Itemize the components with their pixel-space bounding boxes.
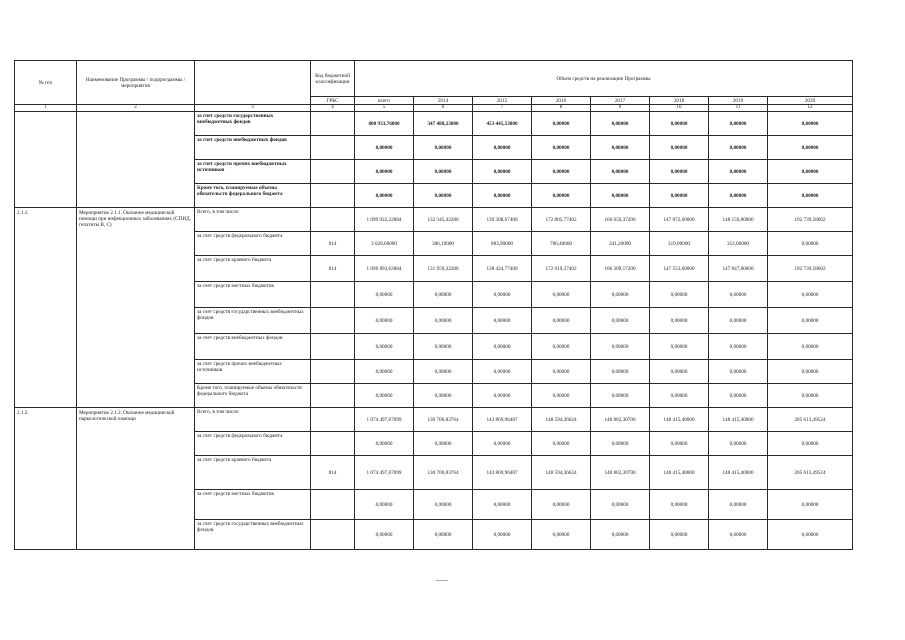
grbs-code [311, 384, 355, 408]
value-year: 0,00000 [768, 384, 853, 408]
value-year: 132 345,42280 [414, 208, 473, 232]
grbs-code [311, 184, 355, 208]
funding-source: за счет средств государственных внебюджетных фондов [195, 308, 311, 334]
value-year: 0,00000 [532, 136, 591, 160]
value-year: 0,00000 [709, 334, 768, 360]
grbs-code: 814 [311, 456, 355, 490]
value-year: 0,00000 [650, 282, 709, 308]
value-total: 0,00000 [355, 490, 414, 520]
grbs-code: 814 [311, 256, 355, 282]
value-year: 0,00000 [709, 160, 768, 184]
value-year: 148 159,80000 [709, 208, 768, 232]
value-year: 319,00000 [650, 232, 709, 256]
value-year: 205 613,49524 [768, 456, 853, 490]
value-year: 0,00000 [709, 184, 768, 208]
value-year: 0,00000 [591, 160, 650, 184]
header-classif: Код бюджетной классификации [311, 61, 355, 97]
value-year: 0,00000 [709, 360, 768, 384]
value-year: 0,00000 [473, 384, 532, 408]
value-year: 0,00000 [768, 282, 853, 308]
value-year: 0,00000 [709, 112, 768, 136]
funding-source: за счет средств прочих внебюджетных источников [195, 160, 311, 184]
value-year: 0,00000 [650, 334, 709, 360]
value-year: 192 739,58602 [768, 256, 853, 282]
value-year: 386,10000 [414, 232, 473, 256]
value-year: 148 594,36624 [532, 456, 591, 490]
value-year: 0,00000 [414, 136, 473, 160]
value-year: 172 019,37402 [532, 256, 591, 282]
value-year: 0,00000 [591, 334, 650, 360]
header-year: 2019 [709, 97, 768, 105]
column-number: 5 [355, 105, 414, 112]
column-number: 2 [77, 105, 195, 112]
budget-table-sheet [14, 60, 852, 550]
value-year: 312,00000 [709, 232, 768, 256]
value-year: 0,00000 [650, 490, 709, 520]
funding-source: за счет средств местных бюджетов [195, 282, 311, 308]
value-year: 147 553,60000 [650, 256, 709, 282]
value-total: 0,00000 [355, 432, 414, 456]
grbs-code [311, 112, 355, 136]
value-year: 0,00000 [768, 432, 853, 456]
grbs-code [311, 520, 355, 550]
value-year: 0,00000 [473, 520, 532, 550]
funding-source: за счет средств прочих внебюджетных источников [195, 360, 311, 384]
value-year: 0,00000 [768, 334, 853, 360]
value-year: 347 488,23000 [414, 112, 473, 136]
value-total: 1 099 922,22884 [355, 208, 414, 232]
value-year: 0,00000 [650, 432, 709, 456]
value-year: 0,00000 [591, 520, 650, 550]
funding-source: Всего, в том числе: [195, 408, 311, 432]
value-year: 786,40000 [532, 232, 591, 256]
value-year: 0,00000 [768, 360, 853, 384]
value-year: 0,00000 [473, 490, 532, 520]
value-year: 0,00000 [473, 334, 532, 360]
value-year: 148 415,40000 [709, 408, 768, 432]
funding-source: за счет средств внебюджетных фондов [195, 136, 311, 160]
grbs-code [311, 136, 355, 160]
value-total: 0,00000 [355, 334, 414, 360]
page-footer-mark [436, 580, 448, 581]
value-year: 0,00000 [591, 184, 650, 208]
value-year: 0,00000 [473, 360, 532, 384]
value-total: 0,00000 [355, 160, 414, 184]
value-year: 0,00000 [473, 308, 532, 334]
row-number [15, 112, 77, 208]
value-year: 0,00000 [768, 308, 853, 334]
header-year: 2016 [532, 97, 591, 105]
column-numbers-row [15, 105, 853, 112]
value-year: 0,00000 [709, 490, 768, 520]
value-year: 0,00000 [650, 308, 709, 334]
value-year: 0,00000 [650, 184, 709, 208]
value-year: 0,00000 [650, 112, 709, 136]
value-year: 0,00000 [532, 432, 591, 456]
value-total: 0,00000 [355, 136, 414, 160]
activity-name: Мероприятие 2.1.1. Оказание медицинской помощи при инфекционных заболеваниях (СПИД, гепатиты В, С) [77, 208, 195, 408]
value-year: 0,00000 [532, 490, 591, 520]
value-year: 341,20000 [591, 232, 650, 256]
value-year: 0,00000 [768, 184, 853, 208]
value-year: 0,00000 [532, 308, 591, 334]
value-year: 148 415,40000 [709, 456, 768, 490]
value-year: 148 594,36624 [532, 408, 591, 432]
table-row [15, 208, 853, 232]
value-total: 0,00000 [355, 384, 414, 408]
table-body [15, 61, 853, 550]
column-number: 6 [414, 105, 473, 112]
value-year: 0,00000 [709, 136, 768, 160]
grbs-code [311, 208, 355, 232]
value-year: 148 415,40000 [650, 408, 709, 432]
value-total: 0,00000 [355, 308, 414, 334]
value-year: 0,00000 [768, 232, 853, 256]
value-year: 0,00000 [532, 160, 591, 184]
funding-source: за счет средств федерального бюджета [195, 232, 311, 256]
value-year: 0,00000 [414, 282, 473, 308]
value-total: 1 074 497,67099 [355, 456, 414, 490]
grbs-code [311, 360, 355, 384]
value-year: 138 424,77400 [473, 256, 532, 282]
grbs-code [311, 408, 355, 432]
header-year: 2014 [414, 97, 473, 105]
budget-table [14, 60, 853, 550]
value-year: 143 869,96487 [473, 456, 532, 490]
grbs-code: 814 [311, 232, 355, 256]
column-number: 1 [15, 105, 77, 112]
funding-source: за счет средств государственных внебюджетных фондов [195, 520, 311, 550]
value-year: 0,00000 [414, 384, 473, 408]
funding-source: Кроме того, планируемые объемы обязательств федерального бюджета [195, 384, 311, 408]
funding-source: Кроме того, планируемые объемы обязательств федерального бюджета [195, 184, 311, 208]
column-number: 8 [532, 105, 591, 112]
value-year: 0,00000 [591, 490, 650, 520]
activity-name [77, 112, 195, 208]
value-year: 0,00000 [650, 136, 709, 160]
value-year: 148 882,30700 [591, 408, 650, 432]
value-total: 3 028,60000 [355, 232, 414, 256]
value-year: 0,00000 [591, 360, 650, 384]
value-year: 0,00000 [532, 184, 591, 208]
header-year: 2020 [768, 97, 853, 105]
header-year: 2015 [473, 97, 532, 105]
value-year: 0,00000 [414, 160, 473, 184]
column-number: 9 [591, 105, 650, 112]
value-year: 0,00000 [532, 520, 591, 550]
header-volume: Объем средств на реализацию Программы [355, 61, 853, 97]
value-year: 0,00000 [473, 184, 532, 208]
value-total: 0,00000 [355, 184, 414, 208]
grbs-code [311, 160, 355, 184]
table-row [15, 408, 853, 432]
header-empty [195, 61, 311, 105]
grbs-code [311, 490, 355, 520]
value-year: 131 959,32280 [414, 256, 473, 282]
value-year: 166 650,37200 [591, 208, 650, 232]
column-number: 3 [195, 105, 311, 112]
value-year: 147 847,80000 [709, 256, 768, 282]
value-year: 0,00000 [591, 308, 650, 334]
value-year: 0,00000 [709, 384, 768, 408]
value-year: 0,00000 [768, 520, 853, 550]
grbs-code [311, 334, 355, 360]
column-number: 12 [768, 105, 853, 112]
funding-source: за счет средств федерального бюджета [195, 432, 311, 456]
value-year: 0,00000 [414, 360, 473, 384]
funding-source: за счет средств краевого бюджета [195, 456, 311, 490]
header-row [15, 61, 853, 97]
header-no: № п/п [15, 61, 77, 105]
column-number: 11 [709, 105, 768, 112]
value-year: 883,90000 [473, 232, 532, 256]
value-year: 130 706,83764 [414, 408, 473, 432]
value-year: 172 805,77402 [532, 208, 591, 232]
table-row [15, 112, 853, 136]
value-year: 143 869,96487 [473, 408, 532, 432]
value-year: 0,00000 [768, 112, 853, 136]
value-year: 0,00000 [650, 384, 709, 408]
value-year: 0,00000 [591, 432, 650, 456]
value-year: 148 415,40000 [650, 456, 709, 490]
header-year: 2018 [650, 97, 709, 105]
value-total: 0,00000 [355, 360, 414, 384]
funding-source: Всего, в том числе: [195, 208, 311, 232]
funding-source: за счет средств местных бюджетов [195, 490, 311, 520]
grbs-code [311, 432, 355, 456]
value-year: 192 739,58602 [768, 208, 853, 232]
funding-source: за счет средств государственных внебюджетных фондов [195, 112, 311, 136]
column-number: 7 [473, 105, 532, 112]
grbs-code [311, 308, 355, 334]
value-year: 0,00000 [414, 520, 473, 550]
value-year: 0,00000 [414, 490, 473, 520]
value-year: 205 613,49524 [768, 408, 853, 432]
value-year: 0,00000 [709, 520, 768, 550]
value-year: 0,00000 [414, 334, 473, 360]
header-year: 2017 [591, 97, 650, 105]
value-year: 0,00000 [650, 520, 709, 550]
value-year: 0,00000 [473, 432, 532, 456]
value-total: 0,00000 [355, 520, 414, 550]
value-year: 0,00000 [532, 334, 591, 360]
funding-source: за счет средств краевого бюджета [195, 256, 311, 282]
value-year: 0,00000 [532, 282, 591, 308]
value-total: 0,00000 [355, 282, 414, 308]
value-year: 0,00000 [709, 432, 768, 456]
value-year: 0,00000 [532, 360, 591, 384]
value-year: 0,00000 [709, 308, 768, 334]
value-year: 147 872,60000 [650, 208, 709, 232]
value-total: 800 933,76000 [355, 112, 414, 136]
value-year: 139 308,67400 [473, 208, 532, 232]
value-year: 0,00000 [591, 112, 650, 136]
row-number: 2.1.2. [15, 408, 77, 550]
value-year: 0,00000 [768, 490, 853, 520]
value-year: 0,00000 [473, 282, 532, 308]
value-year: 0,00000 [768, 136, 853, 160]
value-year: 0,00000 [414, 432, 473, 456]
value-year: 0,00000 [650, 360, 709, 384]
header-grbs: ГРБС [311, 97, 355, 105]
value-year: 0,00000 [473, 136, 532, 160]
value-year: 0,00000 [532, 112, 591, 136]
value-year: 0,00000 [473, 160, 532, 184]
value-year: 0,00000 [650, 160, 709, 184]
activity-name: Мероприятие 2.1.2. Оказание медицинской наркологической помощи [77, 408, 195, 550]
value-year: 130 706,83764 [414, 456, 473, 490]
header-name: Наименование Программы / подпрограммы / мероприятия [77, 61, 195, 105]
value-year: 166 309,17200 [591, 256, 650, 282]
value-total: 1 074 497,67099 [355, 408, 414, 432]
column-number: 10 [650, 105, 709, 112]
value-total: 1 096 893,62884 [355, 256, 414, 282]
value-year: 148 882,30700 [591, 456, 650, 490]
value-year: 0,00000 [591, 282, 650, 308]
column-number: 4 [311, 105, 355, 112]
value-year: 0,00000 [532, 384, 591, 408]
funding-source: за счет средств внебюджетных фондов [195, 334, 311, 360]
value-year: 0,00000 [414, 184, 473, 208]
value-year: 0,00000 [591, 136, 650, 160]
value-year: 0,00000 [414, 308, 473, 334]
value-year: 0,00000 [768, 160, 853, 184]
row-number: 2.1.1. [15, 208, 77, 408]
value-year: 453 445,53000 [473, 112, 532, 136]
value-year: 0,00000 [709, 282, 768, 308]
header-total: всего [355, 97, 414, 105]
value-year: 0,00000 [591, 384, 650, 408]
grbs-code [311, 282, 355, 308]
